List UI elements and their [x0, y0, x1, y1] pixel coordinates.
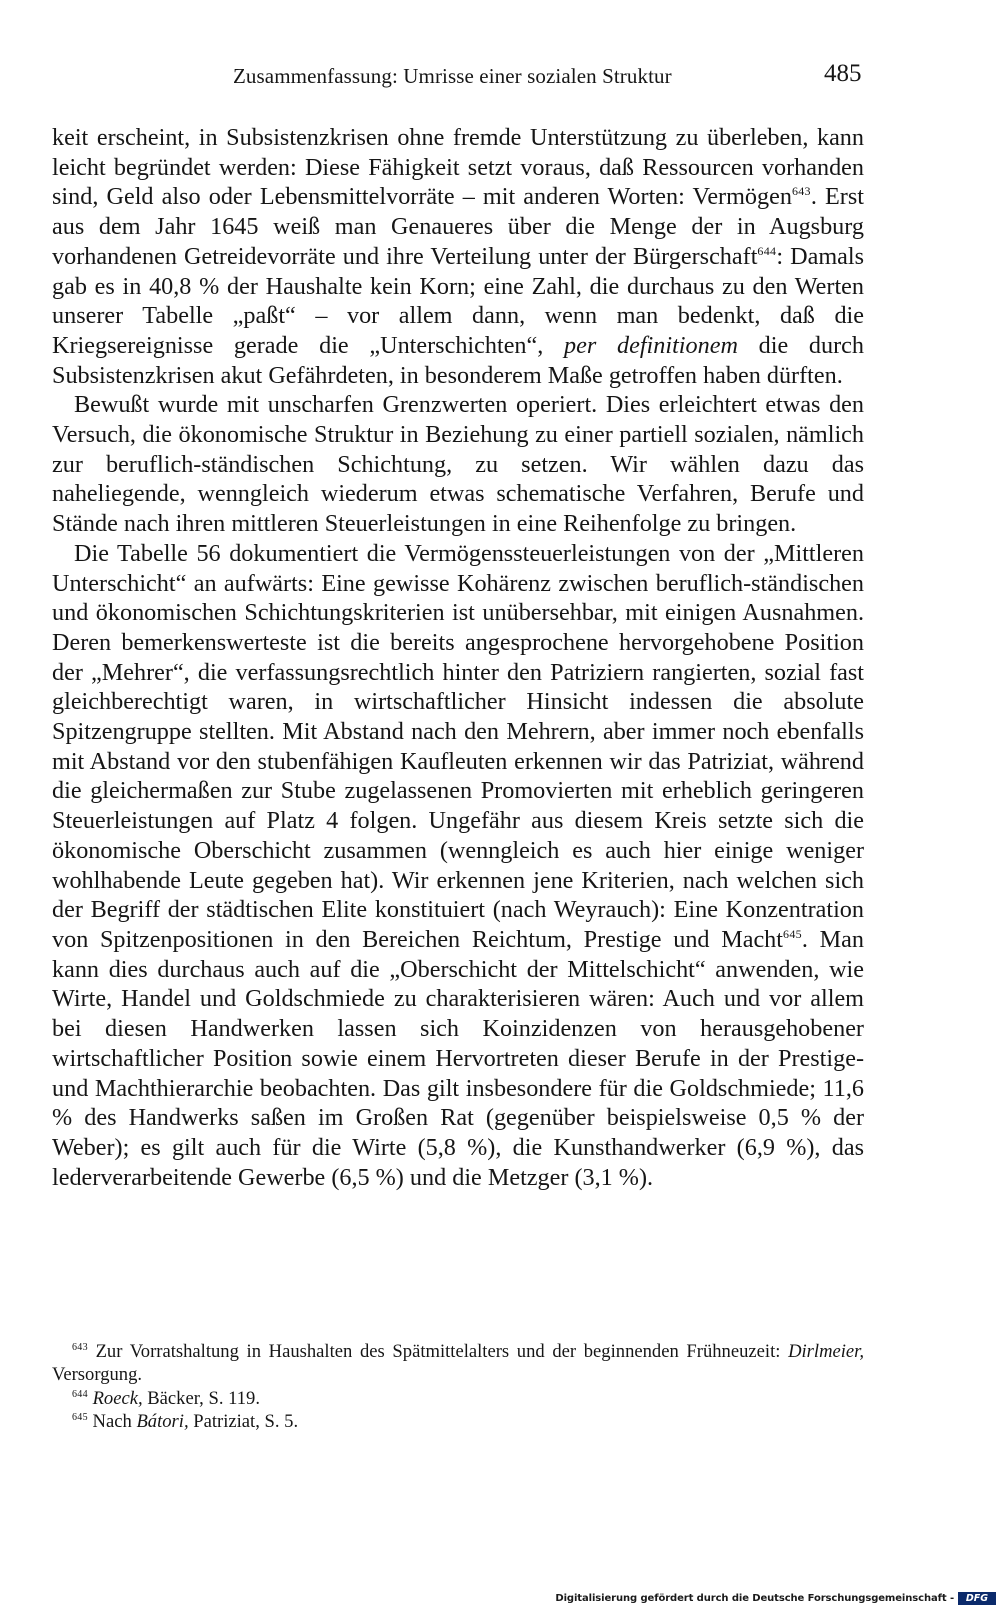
- footnote-reference: 645: [783, 926, 802, 941]
- paragraph: [52, 123, 864, 390]
- text-run: Die Tabelle 56 dokumentiert die Vermögenssteuerleistungen von der „Mittleren Unterschicht“ an aufwärts: Eine gewisse Kohärenz zwischen beruflich-ständischen und ökonomischen Schichtungskriterien ist unübersehbar, mit einigen Ausnahmen. Deren bemerkenswerteste ist die bereits angesprochene hervorgehobene Position der „Mehrer“, die verfassungsrechtlich hinter den Patriziern rangierten, sozial fast gleichberechtigt waren, in wirtschaftlicher Hinsicht indessen die absolute Spitzengruppe stellten. Mit Abstand nach den Mehrern, aber immer noch ebenfalls mit Abstand vor den stubenfähigen Kaufleuten erkennen wir das Patriziat, während die gleichermaßen zur Stube zugelassenen Promovierten mit erheblich geringeren Steuerleistungen auf Platz 4 folgen. Ungefähr aus diesem Kreis setzte sich die ökonomische Oberschicht zusammen (wenngleich es auch hier einige weniger wohlhabende Leute gegeben hat). Wir erkennen jene Kriterien, nach welchen sich der Begriff der städtischen Elite konstituiert (nach Weyrauch): Eine Konzentration von Spitzenpositionen in den Bereichen Reichtum, Prestige und Macht: [52, 539, 864, 953]
- text-run: die durch Subsistenzkrisen akut Gefährdeten, in besonderem Maße getroffen haben dürften.: [52, 331, 864, 389]
- footnotes: [52, 1340, 864, 1434]
- page-header: [0, 60, 1000, 96]
- italic-text: Dirlmeier,: [788, 1341, 864, 1362]
- main-text: [52, 123, 864, 1192]
- paragraph: [52, 539, 864, 1192]
- italic-text: Roeck,: [92, 1387, 143, 1409]
- text-run: . Man kann dies durchaus auch auf die „Oberschicht der Mittelschicht“ anwenden, wie Wirte, Handel und Goldschmiede zu charakterisieren wären: Auch und vor allem bei diesen Handwerken lassen sich Koinzidenzen von herausgehobener wirtschaftlicher Position sowie einem Hervortreten dieser Berufe in der Prestige- und Machthierarchie beobachten. Das gilt insbesondere für die Goldschmiede; 11,6 % des Handwerks saßen im Großen Rat (gegenüber beispielsweise 0,5 % der Weber); es gilt auch für die Wirte (5,8 %), die Kunsthandwerker (6,9 %), das lederverarbeitende Gewerbe (6,5 %) und die Metzger (3,1 %).: [52, 925, 864, 1191]
- footnote: [52, 1387, 864, 1410]
- text-run: : Damals gab es in 40,8 % der Haushalte kein Korn; eine Zahl, die durchaus zu den Werten unserer Tabelle „paßt“ – vor allem dann, wenn man bedenkt, daß die Kriegsereignisse gerade die „Unterschichten“,: [52, 242, 865, 359]
- text-run: Versorgung.: [52, 1364, 143, 1386]
- footnote: [52, 1340, 864, 1387]
- text-run: Patriziat, S. 5.: [188, 1411, 299, 1433]
- running-title: Zusammenfassung: Umrisse einer sozialen Struktur: [233, 64, 672, 88]
- footnote-number: 643: [72, 1342, 88, 1353]
- italic-text: Bátori,: [136, 1411, 189, 1433]
- italic-text: per definitionem: [564, 331, 738, 359]
- page-number: 485: [824, 60, 862, 87]
- digitization-credit: Digitalisierung gefördert durch die Deutsche Forschungsgemeinschaft -: [555, 1593, 954, 1604]
- footnote-number: 645: [72, 1412, 88, 1424]
- text-run: Bewußt wurde mit unscharfen Grenzwerten operiert. Dies erleichtert etwas den Versuch, die ökonomische Struktur in Beziehung zu einer partiell sozialen, nämlich zur beruflich-ständischen Schichtung, zu setzen. Wir wählen dazu das naheliegende, wenngleich wiederum etwas schematische Verfahren, Berufe und Stände nach ihren mittleren Steuerleistungen in eine Reihenfolge zu bringen.: [52, 391, 864, 538]
- text-run: . Erst aus dem Jahr 1645 weiß man Genaueres über die Menge der in Augsburg vorhandenen Getreidevorräte und ihre Verteilung unter der Bürgerschaft: [52, 183, 864, 270]
- paragraph: [52, 390, 864, 539]
- footnote-reference: 643: [791, 184, 811, 199]
- text-run: Nach: [87, 1411, 137, 1433]
- text-run: Bäcker, S. 119.: [142, 1387, 260, 1409]
- footnote: [52, 1410, 864, 1433]
- text-run: keit erscheint, in Subsistenzkrisen ohne fremde Unterstützung zu überleben, kann leicht begründet werden: Diese Fähigkeit setzt voraus, daß Ressourcen vorhanden sind, Geld also oder Lebensmittelvorräte – mit anderen Worten: Vermögen: [52, 124, 864, 211]
- footnote-number: 644: [72, 1388, 88, 1400]
- dfg-logo: DFG: [958, 1592, 996, 1605]
- footnote-reference: 644: [757, 243, 777, 258]
- text-run: Zur Vorratshaltung in Haushalten des Spätmittelalters und der beginnenden Frühneuzeit:: [87, 1341, 789, 1362]
